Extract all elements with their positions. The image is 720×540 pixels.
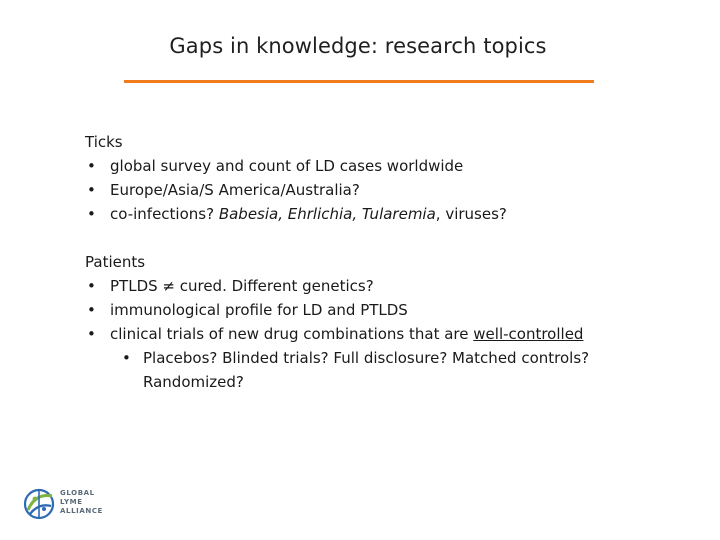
global-lyme-alliance-logo xyxy=(22,484,112,524)
logo-line-2: LYME xyxy=(60,498,83,506)
bullet-glyph: • xyxy=(87,277,96,295)
bullet-glyph: • xyxy=(87,301,96,319)
title-underline-rule xyxy=(124,80,594,83)
bullet-item xyxy=(85,202,685,226)
bullet-glyph: • xyxy=(87,325,96,343)
logo-wordmark xyxy=(60,489,103,516)
logo-line-3: ALLIANCE xyxy=(60,507,103,515)
bullet-glyph: • xyxy=(87,157,96,175)
sub-bullet-text-line2: Randomized? xyxy=(143,373,244,391)
section-heading-ticks: Ticks xyxy=(85,133,123,151)
bullet-text: PTLDS ≠ cured. Different genetics? xyxy=(110,277,374,295)
global-lyme-alliance-logo-icon xyxy=(22,484,56,524)
bullet-item xyxy=(85,178,685,202)
slide-title: Gaps in knowledge: research topics xyxy=(169,34,547,58)
bullet-item xyxy=(85,274,685,298)
bullet-glyph: • xyxy=(87,205,96,223)
sub-bullet-item xyxy=(85,346,685,394)
bullet-text-underlined: well-controlled xyxy=(473,325,584,343)
sub-bullet-text-line1: Placebos? Blinded trials? Full disclosure? Matched controls? xyxy=(143,349,590,367)
bullet-text-prefix: co-infections? xyxy=(110,205,219,223)
bullet-text: global survey and count of LD cases worldwide xyxy=(110,157,464,175)
bullet-glyph: • xyxy=(122,349,131,367)
bullet-item xyxy=(85,322,685,346)
bullet-text: Europe/Asia/S America/Australia? xyxy=(110,181,360,199)
bullet-text-prefix: clinical trials of new drug combinations that are xyxy=(110,325,474,343)
bullet-text: immunological profile for LD and PTLDS xyxy=(110,301,408,319)
bullet-text-suffix: , viruses? xyxy=(435,205,507,223)
section-heading-patients: Patients xyxy=(85,253,146,271)
logo-line-1: GLOBAL xyxy=(60,489,95,497)
bullet-text-italic: Babesia, Ehrlichia, Tularemia xyxy=(218,205,436,223)
slide-body xyxy=(85,130,685,394)
bullet-item xyxy=(85,154,685,178)
bullet-item xyxy=(85,298,685,322)
bullet-glyph: • xyxy=(87,181,96,199)
